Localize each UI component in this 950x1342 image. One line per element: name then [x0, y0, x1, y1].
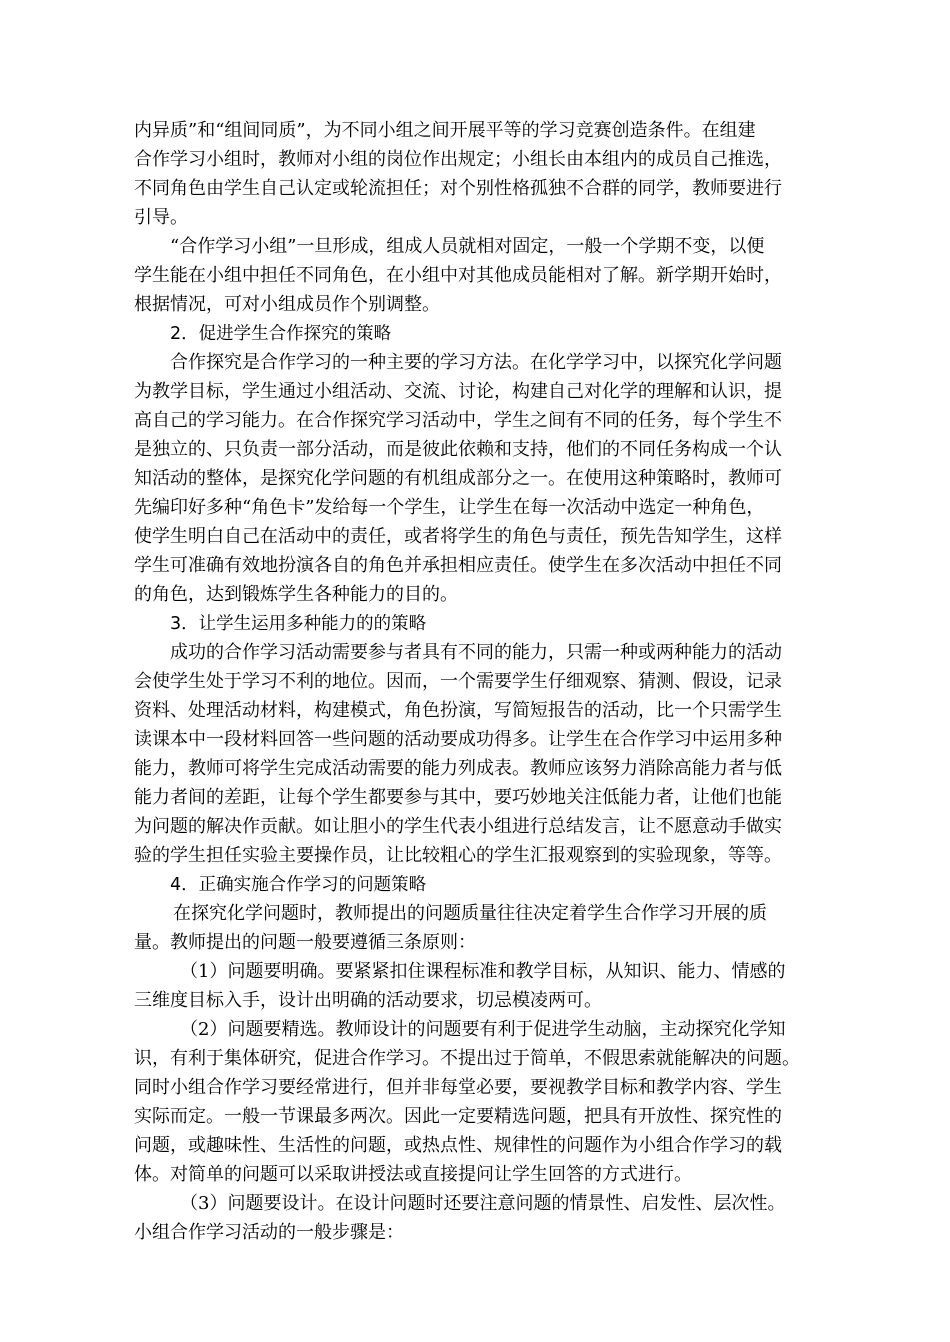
- text-line: 为问题的解决作贡献。如让胆小的学生代表小组进行总结发言，让不愿意动手做实: [134, 816, 782, 837]
- section-heading: 4．正确实施合作学习的问题策略: [170, 875, 427, 895]
- text-line: 在探究化学问题时，教师提出的问题质量往往决定着学生合作学习开展的质: [173, 903, 767, 924]
- text-line: 先编印好多种“角色卡”发给每一个学生，让学生在每一次活动中选定一种角色，: [134, 497, 765, 518]
- text-line: 读课本中一段材料回答一些问题的活动要成功得多。让学生在合作学习中运用多种: [134, 729, 782, 750]
- text-line: 验的学生担任实验主要操作员，让比较粗心的学生汇报观察到的实验现象，等等。: [134, 845, 782, 866]
- text-line: 能力者间的差距，让每个学生都要参与其中，要巧妙地关注低能力者，让他们也能: [134, 787, 782, 808]
- text-line: “合作学习小组”一旦形成，组成人员就相对固定，一般一个学期不变，以便: [170, 236, 765, 257]
- text-line: （2）问题要精选。教师设计的问题要有利于促进学生动脑，主动探究化学知: [180, 1019, 786, 1040]
- text-line: 体。对简单的问题可以采取讲授法或直接提问让学生回答的方式进行。: [134, 1164, 692, 1185]
- text-line: 量。教师提出的问题一般要遵循三条原则：: [134, 932, 476, 953]
- text-line: 使学生明白自己在活动中的责任，或者将学生的角色与责任，预先告知学生，这样: [134, 526, 782, 547]
- text-line: 合作探究是合作学习的一种主要的学习方法。在化学学习中，以探究化学问题: [170, 352, 782, 373]
- text-line: 根据情况，可对小组成员作个别调整。: [134, 294, 440, 315]
- text-line: 学生能在小组中担任不同角色，在小组中对其他成员能相对了解。新学期开始时，: [134, 265, 782, 286]
- text-line: （3）问题要设计。在设计问题时还要注意问题的情景性、启发性、层次性。: [180, 1193, 786, 1214]
- text-line: 引导。: [134, 207, 188, 228]
- text-line: 为教学目标，学生通过小组活动、交流、讨论，构建自己对化学的理解和认识，提: [134, 381, 782, 402]
- text-line: 会使学生处于学习不利的地位。因而，一个需要学生仔细观察、猜测、假设，记录: [134, 671, 782, 692]
- text-line: 的角色，达到锻炼学生各种能力的目的。: [134, 584, 458, 605]
- text-line: 高自己的学习能力。在合作探究学习活动中，学生之间有不同的任务，每个学生不: [134, 410, 782, 431]
- text-line: 不同角色由学生自己认定或轮流担任；对个别性格孤独不合群的同学，教师要进行: [134, 178, 782, 199]
- text-line: 实际而定。一般一节课最多两次。因此一定要精选问题，把具有开放性、探究性的: [134, 1106, 782, 1127]
- text-line: 成功的合作学习活动需要参与者具有不同的能力，只需一种或两种能力的活动: [170, 642, 782, 663]
- text-line: 识，有利于集体研究，促进合作学习。不提出过于简单，不假思索就能解决的问题。: [134, 1048, 800, 1069]
- section-heading: 2．促进学生合作探究的策略: [170, 324, 392, 344]
- text-line: 内异质”和“组间同质”，为不同小组之间开展平等的学习竞赛创造条件。在组建: [134, 120, 756, 141]
- text-line: 三维度目标入手，设计出明确的活动要求，切忌模凌两可。: [134, 990, 602, 1011]
- text-line: 能力，教师可将学生完成活动需要的能力列成表。教师应该努力消除高能力者与低: [134, 758, 782, 779]
- text-line: 同时小组合作学习要经常进行，但并非每堂必要，要视教学目标和教学内容、学生: [134, 1077, 782, 1098]
- text-line: 资料、处理活动材料，构建模式，角色扮演，写简短报告的活动，比一个只需学生: [134, 700, 782, 721]
- text-line: 问题，或趣味性、生活性的问题，或热点性、规律性的问题作为小组合作学习的载: [134, 1135, 782, 1156]
- text-line: 是独立的、只负责一部分活动，而是彼此依赖和支持，他们的不同任务构成一个认: [134, 439, 782, 460]
- text-line: （1）问题要明确。要紧紧扣住课程标准和教学目标，从知识、能力、情感的: [180, 961, 786, 982]
- text-line: 合作学习小组时，教师对小组的岗位作出规定；小组长由本组内的成员自己推选，: [134, 149, 782, 170]
- section-heading: 3．让学生运用多种能力的的策略: [170, 614, 427, 634]
- text-line: 学生可准确有效地扮演各自的角色并承担相应责任。使学生在多次活动中担任不同: [134, 555, 782, 576]
- text-line: 知活动的整体，是探究化学问题的有机组成部分之一。在使用这种策略时，教师可: [134, 468, 782, 489]
- text-line: 小组合作学习活动的一般步骤是：: [134, 1222, 404, 1243]
